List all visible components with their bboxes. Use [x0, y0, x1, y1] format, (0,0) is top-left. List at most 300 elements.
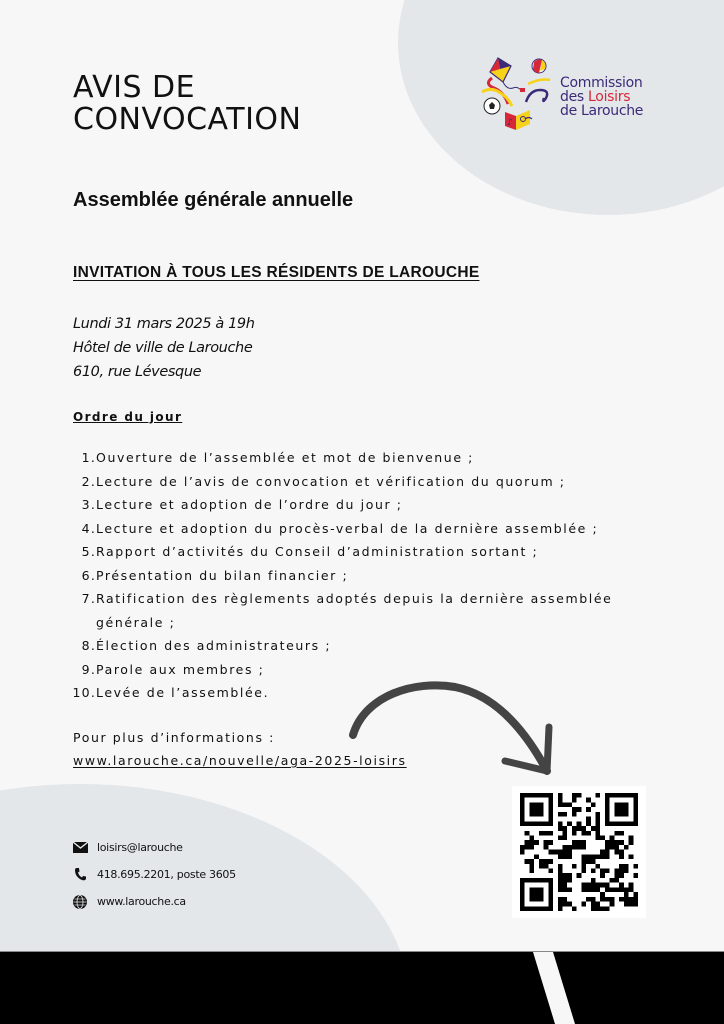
qr-module — [558, 864, 563, 869]
qr-module — [586, 821, 591, 826]
qr-module — [600, 835, 605, 840]
contact-list — [72, 834, 236, 915]
qr-module — [520, 845, 525, 850]
qr-module — [619, 840, 624, 845]
logo — [478, 52, 658, 132]
qr-module — [534, 821, 539, 826]
qr-module — [544, 845, 549, 850]
qr-module — [619, 897, 624, 902]
qr-module — [520, 878, 525, 883]
qr-module — [562, 826, 567, 831]
qr-module — [562, 883, 567, 888]
qr-module — [596, 887, 601, 892]
qr-module — [572, 807, 577, 812]
qr-module — [629, 854, 634, 859]
agenda-item — [72, 634, 642, 658]
qr-module — [610, 902, 615, 907]
qr-code-icon — [519, 793, 639, 911]
qr-module — [529, 864, 534, 869]
logo-line-1: Commission — [560, 75, 643, 91]
qr-module — [624, 902, 629, 907]
agenda-title: Ordre du jour — [73, 410, 183, 424]
qr-module — [596, 826, 601, 831]
qr-module — [633, 892, 638, 897]
qr-module — [520, 798, 525, 803]
qr-module — [548, 821, 553, 826]
qr-module — [548, 850, 553, 855]
agenda-item-number: 3. — [81, 497, 96, 512]
agenda-item-number: 2. — [81, 473, 96, 489]
qr-module — [534, 897, 539, 902]
qr-module — [572, 812, 577, 817]
qr-module — [544, 840, 549, 845]
qr-module — [525, 840, 530, 845]
qr-module — [581, 831, 586, 836]
qr-module — [586, 817, 591, 822]
qr-module — [558, 906, 563, 911]
qr-module — [558, 887, 563, 892]
qr-module — [614, 831, 619, 836]
qr-module — [586, 831, 591, 836]
qr-module — [605, 869, 610, 874]
more-info-label: Pour plus d’informations : — [73, 730, 275, 745]
qr-module — [624, 802, 629, 807]
qr-module — [562, 850, 567, 855]
qr-module — [520, 897, 525, 902]
qr-module — [520, 887, 525, 892]
qr-module — [558, 878, 563, 883]
qr-module — [558, 850, 563, 855]
subtitle: Assemblée générale annuelle — [73, 189, 354, 211]
qr-module — [548, 807, 553, 812]
qr-module — [629, 887, 634, 892]
qr-module — [544, 864, 549, 869]
logo-line-3: de Larouche — [560, 103, 644, 119]
qr-module — [610, 840, 615, 845]
agenda-item-number: 7. — [81, 591, 96, 606]
qr-module — [624, 807, 629, 812]
qr-module — [610, 887, 615, 892]
qr-module — [558, 835, 563, 840]
qr-module — [548, 831, 553, 836]
qr-module — [596, 835, 601, 840]
qr-module — [558, 854, 563, 859]
qr-module — [624, 845, 629, 850]
qr-module — [614, 850, 619, 855]
qr-module — [596, 883, 601, 888]
qr-module — [539, 897, 544, 902]
qr-module — [581, 826, 586, 831]
qr-module — [605, 887, 610, 892]
qr-module — [520, 817, 525, 822]
qr-module — [600, 892, 605, 897]
qr-module — [534, 878, 539, 883]
logo-wordmark — [560, 76, 643, 118]
qr-module — [605, 798, 610, 803]
qr-module — [520, 802, 525, 807]
qr-module — [562, 897, 567, 902]
qr-module — [572, 840, 577, 845]
agenda-item-text: Lecture et adoption de l’ordre du jour ; — [96, 497, 403, 512]
qr-module — [586, 807, 591, 812]
qr-module — [605, 883, 610, 888]
qr-module — [629, 840, 634, 845]
agenda-item-number: 1. — [81, 450, 96, 465]
qr-module — [544, 859, 549, 864]
qr-module — [553, 850, 558, 855]
qr-module — [605, 807, 610, 812]
qr-module — [539, 892, 544, 897]
qr-module — [558, 869, 563, 874]
qr-module — [610, 878, 615, 883]
agenda-item-text: Ouverture de l’assemblée et mot de bienvenue ; — [96, 450, 474, 465]
qr-module — [624, 864, 629, 869]
qr-module — [534, 887, 539, 892]
qr-module — [567, 902, 572, 907]
qr-module — [619, 807, 624, 812]
qr-module — [572, 798, 577, 803]
qr-module — [624, 887, 629, 892]
curved-arrow-icon — [345, 675, 555, 780]
qr-code[interactable] — [512, 786, 646, 918]
qr-module — [525, 878, 530, 883]
event-venue: Hôtel de ville de Larouche — [73, 340, 253, 356]
qr-module — [562, 878, 567, 883]
qr-module — [529, 802, 534, 807]
qr-module — [629, 835, 634, 840]
qr-module — [586, 897, 591, 902]
qr-module — [605, 802, 610, 807]
qr-module — [544, 821, 549, 826]
contact-phone — [72, 861, 236, 888]
qr-module — [614, 840, 619, 845]
qr-module — [525, 793, 530, 798]
qr-module — [525, 906, 530, 911]
agenda-item — [72, 470, 642, 494]
qr-module — [544, 906, 549, 911]
qr-module — [581, 887, 586, 892]
qr-module — [581, 859, 586, 864]
qr-module — [633, 802, 638, 807]
qr-module — [572, 864, 577, 869]
qr-module — [581, 883, 586, 888]
qr-module — [548, 906, 553, 911]
qr-module — [610, 835, 615, 840]
qr-module — [591, 902, 596, 907]
agenda-item-number: 4. — [81, 520, 96, 536]
agenda-item — [72, 587, 642, 634]
qr-module — [562, 812, 567, 817]
qr-module — [529, 793, 534, 798]
event-address: 610, rue Lévesque — [73, 364, 202, 380]
qr-module — [591, 897, 596, 902]
agenda-item-number: 9. — [81, 661, 96, 677]
qr-module — [586, 887, 591, 892]
qr-module — [600, 850, 605, 855]
logo-illustration-icon — [478, 52, 562, 132]
qr-module — [525, 845, 530, 850]
qr-module — [529, 835, 534, 840]
qr-module — [633, 798, 638, 803]
qr-module — [624, 892, 629, 897]
envelope-icon — [72, 841, 88, 855]
qr-module — [534, 892, 539, 897]
qr-module — [534, 802, 539, 807]
qr-module — [525, 859, 530, 864]
logo-line-2a: des — [560, 89, 589, 105]
qr-module — [534, 854, 539, 859]
qr-module — [544, 793, 549, 798]
qr-module — [558, 812, 563, 817]
qr-module — [596, 854, 601, 859]
qr-module — [629, 897, 634, 902]
qr-module — [614, 887, 619, 892]
qr-module — [581, 854, 586, 859]
qr-module — [567, 887, 572, 892]
qr-module — [529, 821, 534, 826]
qr-module — [577, 793, 582, 798]
qr-module — [529, 840, 534, 845]
qr-module — [558, 826, 563, 831]
qr-module — [581, 869, 586, 874]
qr-module — [629, 821, 634, 826]
qr-module — [629, 883, 634, 888]
qr-module — [577, 840, 582, 845]
qr-module — [544, 878, 549, 883]
qr-module — [562, 835, 567, 840]
event-date: Lundi 31 mars 2025 à 19h — [73, 316, 255, 332]
qr-module — [577, 845, 582, 850]
qr-module — [539, 864, 544, 869]
qr-module — [558, 873, 563, 878]
qr-module — [591, 854, 596, 859]
qr-module — [529, 869, 534, 874]
qr-module — [562, 854, 567, 859]
qr-module — [548, 883, 553, 888]
svg-text:♪: ♪ — [507, 118, 513, 128]
qr-module — [539, 859, 544, 864]
qr-module — [610, 897, 615, 902]
agenda-item-number: 10. — [72, 685, 96, 700]
qr-module — [562, 873, 567, 878]
qr-module — [619, 831, 624, 836]
qr-module — [596, 831, 601, 836]
agenda-item-text: Ratification des règlements adoptés depuis la dernière assemblée générale ; — [96, 591, 613, 630]
qr-module — [610, 845, 615, 850]
logo-line-2 — [560, 90, 643, 104]
qr-module — [529, 807, 534, 812]
agenda-item — [72, 446, 642, 470]
qr-module — [605, 906, 610, 911]
agenda-item-text: Lecture et adoption du procès-verbal de la dernière assemblée ; — [96, 520, 599, 536]
qr-module — [619, 821, 624, 826]
qr-module — [591, 878, 596, 883]
contact-email — [72, 834, 236, 861]
qr-module — [605, 897, 610, 902]
qr-module — [548, 897, 553, 902]
qr-module — [586, 798, 591, 803]
qr-module — [567, 850, 572, 855]
qr-module — [596, 906, 601, 911]
phone-icon — [72, 868, 88, 882]
globe-icon — [72, 895, 88, 909]
qr-module — [529, 897, 534, 902]
qr-module — [600, 869, 605, 874]
qr-module — [619, 864, 624, 869]
agenda-item-text: Levée de l’assemblée. — [96, 685, 270, 700]
qr-module — [548, 802, 553, 807]
qr-module — [619, 802, 624, 807]
qr-module — [586, 859, 591, 864]
qr-module — [600, 897, 605, 902]
qr-module — [581, 902, 586, 907]
qr-module — [572, 793, 577, 798]
qr-module — [548, 892, 553, 897]
qr-module — [605, 845, 610, 850]
qr-module — [624, 869, 629, 874]
qr-module — [562, 902, 567, 907]
qr-module — [624, 812, 629, 817]
qr-module — [596, 821, 601, 826]
logo-line-2b: Loisirs — [588, 89, 631, 105]
qr-module — [633, 793, 638, 798]
qr-module — [539, 821, 544, 826]
qr-module — [614, 869, 619, 874]
agenda-item — [72, 564, 642, 588]
agenda-item — [72, 493, 642, 517]
qr-module — [633, 864, 638, 869]
qr-module — [633, 821, 638, 826]
more-info-link[interactable]: www.larouche.ca/nouvelle/aga-2025-loisirs — [73, 753, 407, 768]
qr-module — [581, 840, 586, 845]
qr-module — [529, 906, 534, 911]
contact-website — [72, 888, 236, 915]
qr-module — [581, 864, 586, 869]
qr-module — [548, 869, 553, 874]
agenda-item-number: 6. — [81, 567, 96, 583]
agenda-list — [72, 446, 642, 705]
qr-module — [539, 878, 544, 883]
qr-module — [600, 873, 605, 878]
footer-bar — [0, 951, 724, 1024]
qr-module — [624, 793, 629, 798]
qr-module — [600, 854, 605, 859]
qr-module — [605, 793, 610, 798]
qr-module — [567, 854, 572, 859]
qr-module — [619, 850, 624, 855]
qr-module — [520, 821, 525, 826]
qr-module — [572, 831, 577, 836]
qr-module — [520, 892, 525, 897]
qr-module — [534, 812, 539, 817]
contact-email-text[interactable]: loisirs@larouche — [97, 841, 183, 854]
qr-module — [567, 878, 572, 883]
qr-module — [548, 878, 553, 883]
qr-module — [614, 878, 619, 883]
qr-module — [529, 812, 534, 817]
qr-module — [529, 878, 534, 883]
qr-module — [614, 793, 619, 798]
qr-module — [558, 902, 563, 907]
qr-module — [633, 902, 638, 907]
qr-module — [558, 821, 563, 826]
qr-module — [633, 897, 638, 902]
qr-module — [529, 845, 534, 850]
qr-module — [529, 859, 534, 864]
agenda-item-text: Rapport d’activités du Conseil d’administration sortant ; — [96, 544, 539, 559]
qr-module — [567, 845, 572, 850]
qr-module — [596, 812, 601, 817]
qr-module — [581, 845, 586, 850]
qr-module — [525, 831, 530, 836]
qr-module — [619, 854, 624, 859]
qr-module — [619, 873, 624, 878]
qr-module — [539, 802, 544, 807]
qr-module — [591, 883, 596, 888]
qr-module — [591, 826, 596, 831]
qr-module — [558, 802, 563, 807]
qr-module — [610, 821, 615, 826]
qr-module — [610, 793, 615, 798]
qr-module — [534, 793, 539, 798]
contact-website-text[interactable]: www.larouche.ca — [97, 895, 186, 908]
qr-module — [591, 906, 596, 911]
qr-module — [572, 906, 577, 911]
contact-phone-text[interactable]: 418.695.2201, poste 3605 — [97, 868, 236, 881]
qr-module — [614, 873, 619, 878]
qr-module — [596, 817, 601, 822]
qr-module — [558, 793, 563, 798]
footer-stripe — [533, 952, 584, 1024]
qr-module — [619, 883, 624, 888]
qr-module — [605, 840, 610, 845]
qr-module — [591, 869, 596, 874]
qr-module — [596, 864, 601, 869]
qr-module — [539, 831, 544, 836]
qr-module — [577, 821, 582, 826]
qr-module — [558, 897, 563, 902]
qr-module — [605, 854, 610, 859]
agenda-item — [72, 517, 642, 541]
qr-module — [572, 826, 577, 831]
qr-module — [567, 802, 572, 807]
qr-module — [605, 821, 610, 826]
qr-module — [619, 887, 624, 892]
qr-module — [577, 873, 582, 878]
qr-module — [614, 845, 619, 850]
qr-module — [548, 812, 553, 817]
qr-module — [520, 793, 525, 798]
qr-module — [567, 821, 572, 826]
agenda-item — [72, 540, 642, 564]
qr-module — [548, 817, 553, 822]
qr-module — [591, 859, 596, 864]
qr-module — [633, 812, 638, 817]
agenda-item-text: Élection des administrateurs ; — [96, 638, 332, 653]
qr-module — [633, 807, 638, 812]
qr-module — [544, 831, 549, 836]
qr-module — [539, 793, 544, 798]
qr-module — [586, 854, 591, 859]
qr-module — [525, 821, 530, 826]
qr-module — [529, 892, 534, 897]
qr-module — [562, 845, 567, 850]
title-line-1: AVIS DE — [73, 70, 196, 105]
qr-module — [534, 840, 539, 845]
qr-module — [591, 887, 596, 892]
qr-module — [614, 821, 619, 826]
qr-module — [548, 793, 553, 798]
